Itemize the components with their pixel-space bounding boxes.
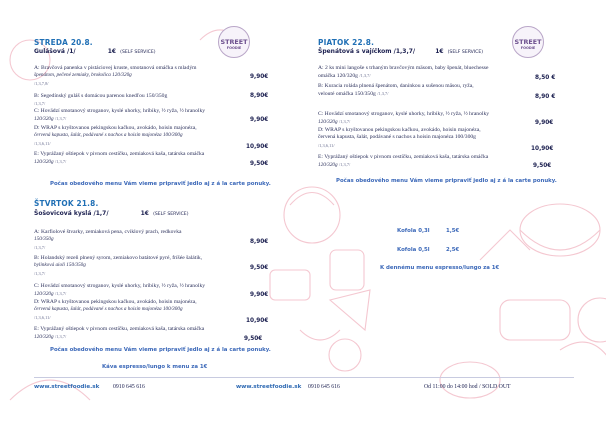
- soup-name: Gulášová /1/: [34, 48, 76, 55]
- soup-price: 1€: [107, 48, 117, 55]
- item-price: 9,90€: [250, 292, 269, 298]
- a-la-carte-note: Počas obedového menu Vám vieme pripraviť jedlo aj z á la carte ponuky.: [50, 181, 271, 187]
- menu-item: C: Hovädzí smotanový stroganov, kyslé uhorky, hríbiky, ½ ryža, ½ hranolky 120/320g /1,3,7/: [318, 111, 490, 126]
- menu-item: D: WRAP s kryštovanou pekingskou kačkou, avokádo, hoisin majonéza, červená kapusta, šalát, podávané s nachos a hoisin majonéza 100/300g /1,3,6,11/: [34, 299, 197, 320]
- menu-item: C: Hovädzí smotanový stroganov, kyslé uhorky, hríbiky, ½ ryža, ½ hranolky 120/320g /1,3,7/: [34, 283, 206, 298]
- item-price: 9,50€: [244, 336, 263, 342]
- day-heading-piatok: PIATOK 22.8.: [318, 37, 375, 47]
- coffee-note: Káva espresso/lungo k menu za 1€: [102, 364, 208, 370]
- logo-subtext: FOODIE: [226, 46, 242, 50]
- logo-text: STREET: [220, 38, 248, 46]
- phone-number: 0910 645 616: [308, 384, 340, 390]
- item-price: 9,90€: [250, 117, 269, 123]
- soup-name: Špenátová s vajíčkom /1,3,7/: [318, 48, 416, 55]
- opening-hours: Od 11:00 do 14:00 hod / SOLD OUT: [424, 384, 511, 390]
- drink-price: 2,5€: [446, 247, 460, 253]
- soup-price: 1€: [140, 210, 149, 217]
- item-price: 8,90€: [250, 93, 269, 99]
- item-price: 9,50€: [250, 265, 269, 271]
- item-price: 9,90€: [250, 74, 269, 80]
- phone-number: 0910 645 616: [113, 384, 145, 390]
- footer-divider: [34, 377, 574, 378]
- menu-item: D: WRAP s kryštovanou pekingskou kačkou, avokádo, hoisin majonéza, červená kapusta, šalát, podávané s nachos a hoisin majonéza 100/300g /1,3,6,11/: [318, 127, 481, 148]
- menu-item: E: Vyprážaný oštiepok v pivnom cestíčku, zemiaková kaša, tatárska omáčka 120/320g /1,3,7/: [34, 326, 205, 341]
- menu-item: D: WRAP s kryštovanou pekingskou kačkou, avokádo, hoisin majonéza, červená kapusta, šalát, podávané s nachos a hoisin majonéza 100/300g /1,3,6,11/: [34, 125, 197, 146]
- day-heading-stvrtok: ŠTVRTOK 21.8.: [34, 198, 99, 208]
- self-service-label: (SELF SERVICE): [120, 50, 156, 55]
- drink-name: Kofola 0,5l: [397, 247, 430, 253]
- drink-name: Kofola 0,3l: [397, 228, 430, 234]
- day-heading-streda: STREDA 20.8.: [34, 37, 93, 47]
- menu-item: E: Vyprážaný oštiepok v pivnom cestíčku, zemiaková kaša, tatárska omáčka 120/320g /1,3,7/: [318, 154, 489, 169]
- item-price: 8,90€: [250, 239, 269, 245]
- soup-line: [318, 48, 483, 55]
- menu-item: A: Karfiolové štvarky, zemiaková pena, cviklový prach, redkovka 150/350g /1,3,7/: [34, 229, 182, 250]
- menu-item: C: Hovädzí smotanový stroganov, kyslé uhorky, hríbiky, ½ ryža, ½ hranolky 120/320g /1,3,7/: [34, 108, 206, 123]
- menu-item: B: Segedínský guláš s domácou parenou knedľou 150/350g /1,3,7/: [34, 93, 168, 107]
- soup-line: [34, 210, 189, 217]
- soup-line: [34, 48, 156, 55]
- item-price: 8,90 €: [535, 94, 556, 100]
- drink-price: 1,5€: [446, 228, 460, 234]
- self-service-label: (SELF SERVICE): [153, 212, 189, 217]
- menu-item: B: Holandský rezeň plnený syrom, zemiakovo batátové pyré, fríšée šalátik, bylinková aioli 150/350g /1,3,7/: [34, 255, 203, 276]
- website-link[interactable]: www.streetfoodie.sk: [236, 384, 302, 390]
- item-price: 9,50€: [533, 163, 552, 169]
- self-service-label: (SELF SERVICE): [447, 50, 484, 55]
- menu-item: A: Bravčová panenka v pistáciovej kruste, smotanová omáčka s mladým špenátom, pečené zemiaky, brokolica 120/320g /1,3,7,8/: [34, 65, 197, 86]
- item-price: 8,50 €: [535, 75, 556, 81]
- street-foodie-logo-right: [512, 26, 544, 58]
- soup-name: Šošovicová kyslá /1,7/: [34, 210, 109, 217]
- logo-text: STREET: [514, 38, 542, 46]
- website-link[interactable]: www.streetfoodie.sk: [34, 384, 100, 390]
- item-price: 10,90€: [531, 146, 554, 152]
- menu-item: A: 2 ks mini langoše s trhaným bravčovým mäsom, baby špenát, bluechesse omáčka 120/320g /1,3,7/: [318, 65, 489, 80]
- item-price: 10,90€: [246, 318, 269, 324]
- item-price: 9,50€: [250, 161, 269, 167]
- item-price: 9,90€: [535, 120, 554, 126]
- soup-price: 1€: [435, 48, 444, 55]
- a-la-carte-note: Počas obedového menu Vám vieme pripraviť jedlo aj z á la carte ponuky.: [336, 178, 557, 184]
- coffee-note: K dennému menu espresso/lungo za 1€: [380, 265, 500, 271]
- logo-subtext: FOODIE: [520, 46, 536, 50]
- item-price: 10,90€: [246, 144, 269, 150]
- menu-item: E: Vyprážaný oštiepok v pivnom cestíčku, zemiaková kaša, tatárska omáčka 120/320g /1,3,7/: [34, 151, 205, 166]
- menu-item: B: Kuracia roláda plnená špenátom, danínkou a sušenou mäsou, ryža, velouté omáčka 150/350g /1,3,7/: [318, 83, 474, 98]
- street-foodie-logo-left: [218, 26, 250, 58]
- a-la-carte-note: Počas obedového menu Vám vieme pripraviť jedlo aj z á la carte ponuky.: [50, 347, 271, 353]
